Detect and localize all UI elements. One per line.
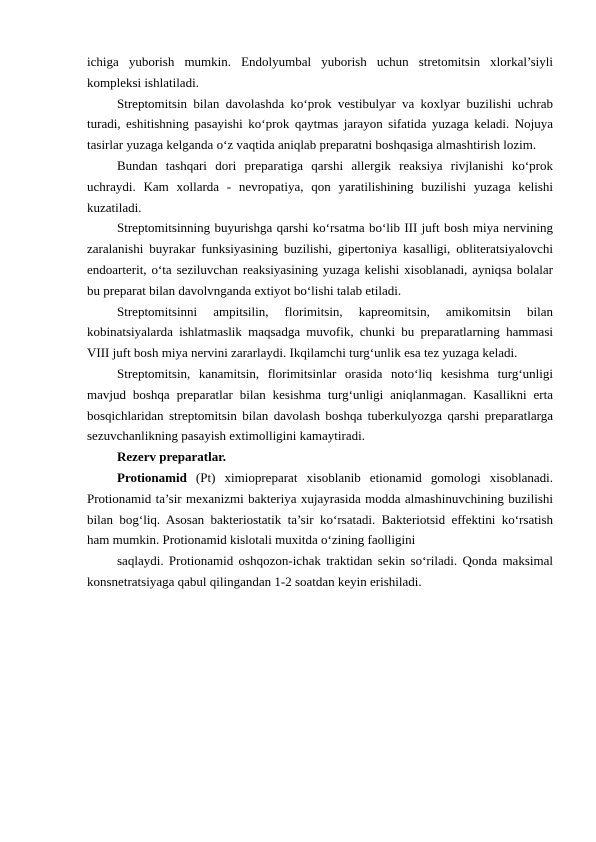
paragraph-resistance: Streptomitsin, kanamitsin, florimitsinlar orasida noto‘liq kesishma turg‘unligi mavjud boshqa preparatlar bilan kesishma turg‘unligi aniqlanmagan. Kasallikni erta bosqichlaridan streptomitsin bilan davolash boshqa tuberkulyozga qarshi preparatlarga sezuvchanlikning pasayish extimolligini kamaytiradi. xyxy=(87,365,553,444)
protionamid-description: (Pt) ximiopreparat xisoblanib etionamid gomologi xisoblanadi. Protionamid ta’sir mexanizmi bakteriya xujayrasida modda almashinuvchining buzilishi bilan bog‘liq. Asosan bakteriostatik ta’sir ko‘rsatadi. Bakteriotsid effektini ko‘rsatish ham mumkin. Protionamid kislotali muxitda o‘zining faolligini xyxy=(87,469,553,548)
term-protionamid: Protionamid xyxy=(117,469,187,485)
paragraph-absorption: saqlaydi. Protionamid oshqozon-ichak traktidan sekin so‘riladi. Qonda maksimal konsnetratsiyaga qabul qilingandan 1-2 soatdan keyin erishiladi. xyxy=(87,553,553,589)
paragraph-continuation: ichiga yuborish mumkin. Endolyumbal yuborish uchun stretomitsin xlorkal’siyli kompleksi ishlatiladi. xyxy=(87,54,553,90)
paragraph-allergy: Bundan tashqari dori preparatiga qarshi allergik reaksiya rivjlanishi ko‘prok uchraydi. Kam xollarda - nevropatiya, qon yaratilishining buzilishi yuzaga kelishi kuzatiladi. xyxy=(87,157,553,215)
section-heading: Rezerv preparatlar. xyxy=(117,449,227,465)
paragraph-side-effects: Streptomitsin bilan davolashda ko‘prok vestibulyar va koxlyar buzilishi uchrab turadi, eshitishning pasayishi ko‘prok qaytmas jarayon sifatida yuzaga keladi. Nojuya tasirlar yuzaga kelganda o‘z vaqtida aniqlab preparatni boshqasiga almashtirish lozim. xyxy=(87,95,553,153)
paragraph-protionamid xyxy=(87,468,553,551)
paragraph-contraindications: Streptomitsinning buyurishga qarshi ko‘rsatma bo‘lib III juft bosh miya nervining zaralanishi buyrakar funksiyasining buzilishi, gipertoniya kasalligi, obliteratsiyalovchi endoarterit, o‘ta seziluvchan reaksiyasining yuzaga kelishi xisoblanadi, ayniqsa bolalar bu preparat bilan davolvnganda extiyot bo‘lishi talab etiladi. xyxy=(87,220,553,298)
paragraph-combinations: Streptomitsinni ampitsilin, florimitsin, kapreomitsin, amikomitsin bilan kobinatsiyalarda ishlatmaslik maqsadga muvofik, chunki bu preparatlarning hammasi VIII juft bosh miya nervini zararlaydi. Ikqilamchi turg‘unlik esa tez yuzaga keladi. xyxy=(87,303,553,361)
body-text xyxy=(87,52,553,593)
